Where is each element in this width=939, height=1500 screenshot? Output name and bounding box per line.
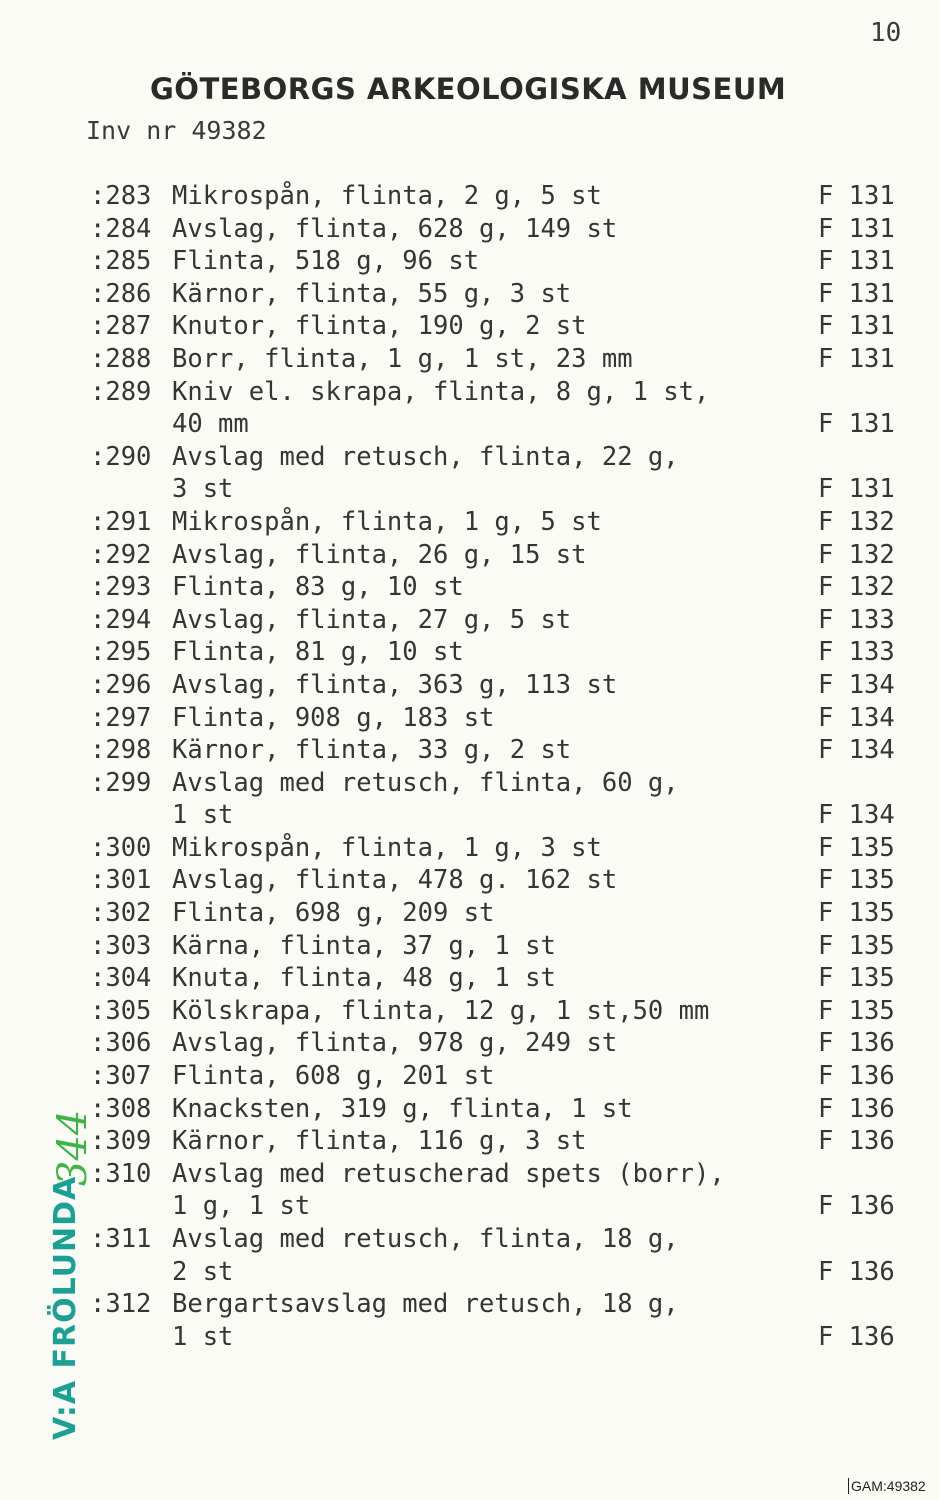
entry-line [0,180,939,213]
entry-line [0,1158,939,1191]
entry-number: :290 [90,441,152,472]
entry-description: 1 g, 1 st [172,1191,311,1222]
entry-number: :298 [90,735,152,766]
entry-find-reference: F 132 [818,539,895,570]
entry-line [0,897,939,930]
entry-line [0,767,939,800]
entry-line [0,213,939,246]
entry-line [0,1288,939,1321]
entry-find-reference: F 131 [818,181,895,211]
entry-find-reference: F 131 [818,409,895,440]
catalog-entry [0,1158,939,1223]
catalog-entry [0,930,939,963]
entry-find-reference: F 135 [818,930,895,961]
entry-number: :294 [90,604,152,635]
catalog-entry [0,636,939,669]
entry-number: :300 [90,832,152,863]
entry-find-reference: F 135 [818,995,895,1026]
entry-list [0,180,939,1353]
entry-description: Flinta, 608 g, 201 st [172,1061,495,1092]
entry-description: Kärnor, flinta, 33 g, 2 st [172,735,572,766]
entry-number: :283 [90,181,152,211]
entry-description: Kärna, flinta, 37 g, 1 st [172,930,556,961]
entry-description: Flinta, 698 g, 209 st [172,898,495,929]
entry-description: Knacksten, 319 g, flinta, 1 st [172,1093,633,1124]
entry-line [0,669,939,702]
catalog-entry [0,571,939,604]
catalog-entry [0,441,939,506]
catalog-entry [0,376,939,441]
catalog-entry [0,702,939,735]
entry-line [0,441,939,474]
entry-description: Bergartsavslag med retusch, 18 g, [172,1289,679,1320]
museum-header: GÖTEBORGS ARKEOLOGISKA MUSEUM [150,72,787,106]
entry-number: :303 [90,930,152,961]
entry-find-reference: F 131 [818,343,895,374]
entry-line [0,799,939,832]
archive-reference: GAM:49382 [848,1478,926,1494]
entry-description: Avslag, flinta, 978 g, 249 st [172,1028,618,1059]
catalog-entry [0,734,939,767]
entry-line [0,604,939,637]
entry-description: Avslag med retusch, flinta, 18 g, [172,1224,679,1254]
entry-line [0,539,939,572]
entry-find-reference: F 136 [818,1028,895,1059]
site-stamp: V:A FRÖLUNDA [48,1175,83,1440]
catalog-entry [0,864,939,897]
entry-description: Flinta, 518 g, 96 st [172,246,480,277]
entry-line [0,995,939,1028]
entry-number: :292 [90,539,152,570]
catalog-entry [0,213,939,246]
entry-line [0,473,939,506]
entry-line [0,832,939,865]
entry-find-reference: F 133 [818,637,895,668]
entry-number: :299 [90,767,152,798]
entry-description: Mikrospån, flinta, 1 g, 3 st [172,832,602,863]
entry-line [0,278,939,311]
entry-line [0,310,939,343]
inventory-number: Inv nr 49382 [86,116,267,145]
entry-description: 2 st [172,1256,234,1287]
entry-number: :309 [90,1126,152,1157]
catalog-entry [0,1223,939,1288]
entry-number: :291 [90,506,152,537]
entry-description: Kniv el. skrapa, flinta, 8 g, 1 st, [172,376,710,407]
entry-line [0,1093,939,1126]
entry-description: 3 st [172,474,234,505]
entry-number: :310 [90,1158,152,1189]
entry-line [0,1223,939,1256]
entry-description: Flinta, 81 g, 10 st [172,637,464,668]
entry-description: 1 st [172,800,234,831]
entry-find-reference: F 135 [818,898,895,929]
entry-line [0,343,939,376]
entry-find-reference: F 132 [818,572,895,603]
entry-find-reference: F 134 [818,669,895,700]
entry-line [0,864,939,897]
entry-line [0,962,939,995]
entry-line [0,506,939,539]
entry-find-reference: F 135 [818,832,895,863]
entry-find-reference: F 131 [818,278,895,309]
entry-find-reference: F 135 [818,865,895,896]
entry-description: Avslag, flinta, 27 g, 5 st [172,604,572,635]
entry-description: Avslag, flinta, 628 g, 149 st [172,213,618,244]
entry-description: Avslag med retusch, flinta, 22 g, [172,441,679,472]
entry-find-reference: F 136 [818,1191,895,1222]
catalog-entry [0,180,939,213]
entry-number: :295 [90,637,152,668]
catalog-entry [0,310,939,343]
entry-line [0,1060,939,1093]
entry-description: Kölskrapa, flinta, 12 g, 1 st,50 mm [172,995,710,1026]
entry-description: Avslag, flinta, 26 g, 15 st [172,539,587,570]
entry-find-reference: F 136 [818,1321,895,1352]
catalog-entry [0,1027,939,1060]
entry-description: Kärnor, flinta, 116 g, 3 st [172,1126,587,1157]
entry-find-reference: F 133 [818,604,895,635]
entry-description: Kärnor, flinta, 55 g, 3 st [172,278,572,309]
catalog-entry [0,1288,939,1353]
entry-description: Avslag, flinta, 478 g. 162 st [172,865,618,896]
entry-line [0,376,939,409]
entry-line [0,1190,939,1223]
entry-description: 1 st [172,1321,234,1352]
entry-description: Mikrospån, flinta, 1 g, 5 st [172,506,602,537]
catalog-entry [0,1093,939,1126]
entry-number: :306 [90,1028,152,1059]
entry-description: Mikrospån, flinta, 2 g, 5 st [172,181,602,211]
entry-line [0,571,939,604]
entry-find-reference: F 134 [818,702,895,733]
page-number: 10 [870,18,902,48]
entry-line [0,930,939,963]
entry-find-reference: F 131 [818,311,895,342]
entry-find-reference: F 136 [818,1061,895,1092]
entry-description: Avslag, flinta, 363 g, 113 st [172,669,618,700]
entry-number: :296 [90,669,152,700]
entry-line [0,408,939,441]
entry-number: :297 [90,702,152,733]
catalog-entry [0,832,939,865]
entry-description: Knuta, flinta, 48 g, 1 st [172,963,556,994]
entry-find-reference: F 132 [818,506,895,537]
entry-line [0,636,939,669]
entry-number: :287 [90,311,152,342]
entry-number: :311 [90,1224,152,1254]
catalog-entry [0,995,939,1028]
catalog-entry [0,897,939,930]
catalog-entry [0,506,939,539]
entry-number: :289 [90,376,152,407]
catalog-entry [0,278,939,311]
entry-number: :308 [90,1093,152,1124]
entry-number: :302 [90,898,152,929]
catalog-entry [0,539,939,572]
catalog-entry [0,343,939,376]
entry-number: :284 [90,213,152,244]
catalog-entry [0,245,939,278]
entry-line [0,702,939,735]
entry-number: :312 [90,1289,152,1320]
catalog-entry [0,1060,939,1093]
entry-find-reference: F 135 [818,963,895,994]
entry-number: :304 [90,963,152,994]
entry-line [0,1027,939,1060]
entry-number: :307 [90,1061,152,1092]
entry-find-reference: F 136 [818,1126,895,1157]
entry-find-reference: F 134 [818,800,895,831]
entry-number: :305 [90,995,152,1026]
entry-number: :301 [90,865,152,896]
entry-description: 40 mm [172,409,249,440]
entry-line [0,1125,939,1158]
entry-line [0,1256,939,1289]
entry-description: Borr, flinta, 1 g, 1 st, 23 mm [172,343,633,374]
entry-line [0,245,939,278]
entry-number: :293 [90,572,152,603]
entry-description: Knutor, flinta, 190 g, 2 st [172,311,587,342]
entry-number: :285 [90,246,152,277]
entry-find-reference: F 136 [818,1256,895,1287]
catalog-entry [0,1125,939,1158]
entry-find-reference: F 131 [818,474,895,505]
entry-find-reference: F 136 [818,1093,895,1124]
entry-description: Flinta, 908 g, 183 st [172,702,495,733]
catalog-entry [0,767,939,832]
entry-find-reference: F 131 [818,246,895,277]
catalog-entry [0,962,939,995]
handwritten-note: 344 [50,1109,96,1186]
entry-find-reference: F 131 [818,213,895,244]
entry-line [0,1321,939,1354]
entry-description: Avslag med retusch, flinta, 60 g, [172,767,679,798]
entry-description: Avslag med retuscherad spets (borr), [172,1158,725,1189]
entry-number: :286 [90,278,152,309]
entry-description: Flinta, 83 g, 10 st [172,572,464,603]
entry-find-reference: F 134 [818,735,895,766]
entry-number: :288 [90,343,152,374]
catalog-entry [0,604,939,637]
catalog-entry [0,669,939,702]
entry-line [0,734,939,767]
